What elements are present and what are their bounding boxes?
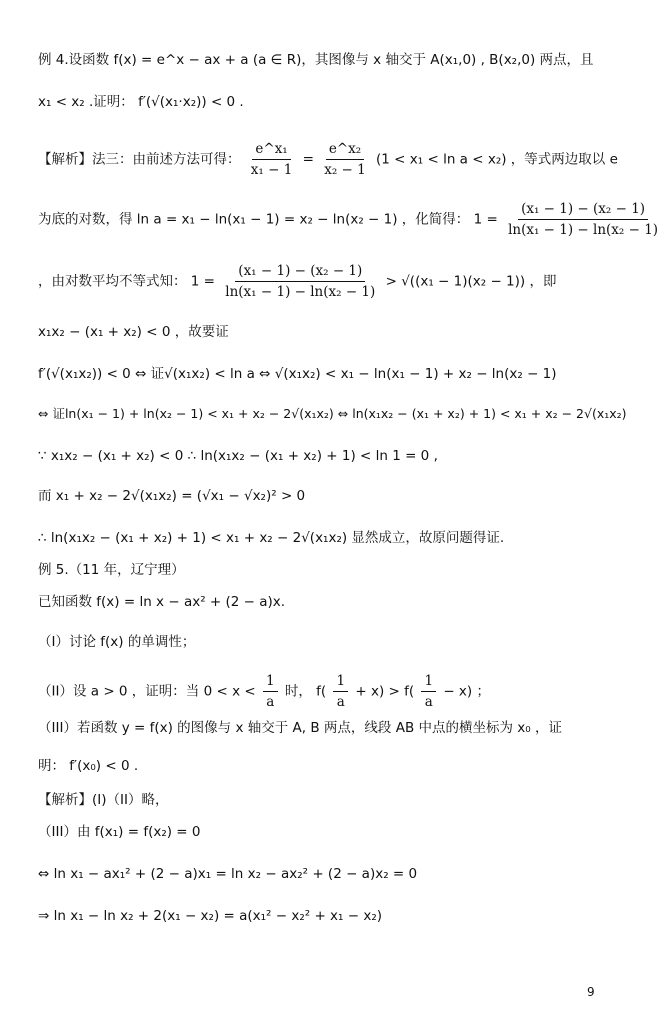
- part2-mid: 时， f(: [284, 683, 327, 700]
- part2-mid2: + x) > f(: [355, 683, 415, 700]
- fraction-denominator: a: [266, 694, 275, 710]
- solution-4-line3-suffix: > √((x₁ − 1)(x₂ − 1)) ，即: [385, 273, 557, 290]
- fraction-numerator: (x₁ − 1) − (x₂ − 1): [235, 262, 365, 282]
- solution-4-line3: [38, 262, 622, 301]
- one-over-a-fraction: [333, 672, 348, 711]
- fraction-denominator: x₁ − 1: [250, 162, 293, 178]
- one-over-a-fraction: [263, 672, 278, 711]
- part2-suffix: − x) ；: [443, 683, 490, 700]
- fraction-denominator: a: [424, 694, 433, 710]
- solution-4-line1-prefix: 【解析】法三：由前述方法可得：: [38, 151, 241, 168]
- fraction-denominator: ln(x₁ − 1) − ln(x₂ − 1): [508, 222, 659, 238]
- example-4-statement-line1: 例 4.设函数 f(x) = e^x − ax + a (a ∈ R)，其图像与 x 轴交于 A(x₁,0) , B(x₂,0) 两点，且: [38, 52, 594, 68]
- solution-4-line1: [38, 140, 622, 179]
- solution-4-line2: [38, 200, 659, 239]
- example-5-given: 已知函数 f(x) = ln x − ax² + (2 − a)x.: [38, 594, 286, 610]
- fraction-numerator: 1: [421, 672, 436, 692]
- example-5-part3: （III）若函数 y = f(x) 的图像与 x 轴交于 A, B 两点，线段 AB 中点的横坐标为 x₀ ，证: [38, 720, 562, 736]
- example-5-part3-continued: 明： f′(x₀) < 0 .: [38, 758, 139, 774]
- one-over-a-fraction: [421, 672, 436, 711]
- example-5-part1: （I）讨论 f(x) 的单调性；: [38, 634, 196, 650]
- example-5-title: 例 5.（11 年，辽宁理）: [38, 562, 185, 578]
- solution-4-line9: ∴ ln(x₁x₂ − (x₁ + x₂) + 1) < x₁ + x₂ − 2√(x₁x₂) 显然成立，故原问题得证.: [38, 530, 505, 546]
- fraction-denominator: a: [336, 694, 345, 710]
- solution-4-line1-suffix: (1 < x₁ < ln a < x₂) ，等式两边取以 e: [376, 151, 618, 168]
- fraction-numerator: 1: [333, 672, 348, 692]
- fraction-numerator: (x₁ − 1) − (x₂ − 1): [518, 200, 648, 220]
- fraction-numerator: e^x₁: [252, 140, 290, 160]
- page-number: 9: [587, 985, 595, 999]
- equals-sign: =: [302, 151, 314, 168]
- solution-5-line1: 【解析】(I)（II）略，: [38, 792, 169, 808]
- solution-4-line5: f′(√(x₁x₂)) < 0 ⇔ 证√(x₁x₂) < ln a ⇔ √(x₁x₂) < x₁ − ln(x₁ − 1) + x₂ − ln(x₂ − 1): [38, 366, 557, 382]
- part2-prefix: （II）设 a > 0 ，证明：当 0 < x <: [38, 683, 256, 700]
- solution-4-line4: x₁x₂ − (x₁ + x₂) < 0 ，故要证: [38, 324, 229, 340]
- solution-5-line2: （III）由 f(x₁) = f(x₂) = 0: [38, 824, 201, 840]
- solution-5-line4: ⇒ ln x₁ − ln x₂ + 2(x₁ − x₂) = a(x₁² − x₂² + x₁ − x₂): [38, 908, 383, 924]
- fraction-denominator: ln(x₁ − 1) − ln(x₂ − 1): [225, 284, 376, 300]
- log-mean-fraction: [505, 200, 661, 239]
- example-4-statement-line2: x₁ < x₂ .证明： f′(√(x₁·x₂)) < 0 .: [38, 94, 244, 110]
- fraction-numerator: e^x₂: [326, 140, 364, 160]
- fraction-denominator: x₂ − 1: [324, 162, 366, 178]
- solution-4-line7: ∵ x₁x₂ − (x₁ + x₂) < 0 ∴ ln(x₁x₂ − (x₁ + x₂) + 1) < ln 1 = 0 ,: [38, 448, 438, 464]
- solution-4-line2-prefix: 为底的对数，得 ln a = x₁ − ln(x₁ − 1) = x₂ − ln(x₂ − 1) ，化简得： 1 =: [38, 211, 498, 228]
- solution-5-line3: ⇔ ln x₁ − ax₁² + (2 − a)x₁ = ln x₂ − ax₂² + (2 − a)x₂ = 0: [38, 866, 418, 882]
- solution-4-line8: 而 x₁ + x₂ − 2√(x₁x₂) = (√x₁ − √x₂)² > 0: [38, 488, 306, 504]
- example-5-part2: [38, 672, 622, 711]
- log-mean-fraction: [222, 262, 378, 301]
- solution-4-line6: ⇔ 证ln(x₁ − 1) + ln(x₂ − 1) < x₁ + x₂ − 2√(x₁x₂) ⇔ ln(x₁x₂ − (x₁ + x₂) + 1) < x₁ + x₂ − 2√(x₁x₂): [38, 406, 627, 421]
- fraction-e-x1: [248, 140, 296, 179]
- solution-4-line3-prefix: ，由对数平均不等式知： 1 =: [38, 273, 215, 290]
- fraction-numerator: 1: [263, 672, 278, 692]
- fraction-e-x2: [321, 140, 369, 179]
